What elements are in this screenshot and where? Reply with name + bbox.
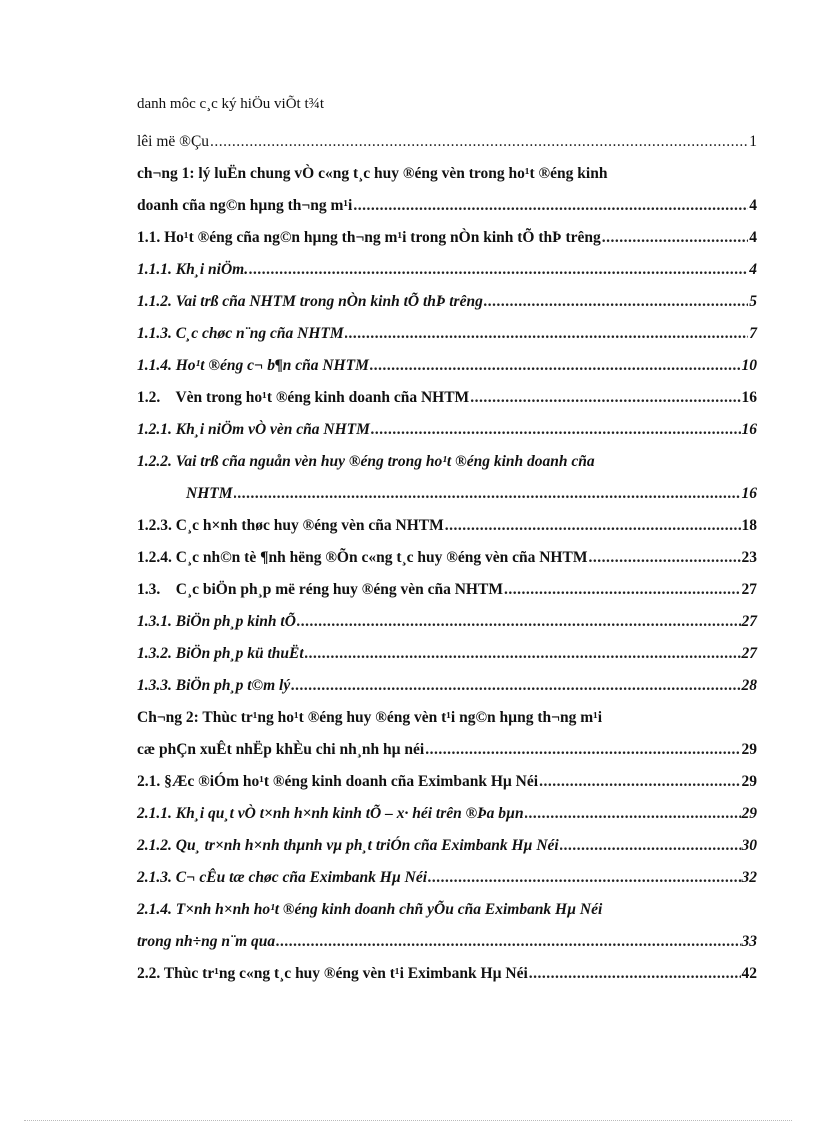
page-bottom-divider — [24, 1120, 792, 1121]
toc-entry-text: 2.1.1. Kh¸i qu¸t vÒ t×nh h×nh kinh tÕ – x· héi trên ®Þa bµn — [137, 805, 524, 822]
table-of-contents — [0, 126, 816, 990]
toc-entry[interactable] — [0, 510, 816, 542]
toc-entry[interactable] — [0, 190, 816, 222]
toc-entry-text: lêi më ®Çu — [137, 133, 210, 150]
dot-leader — [484, 294, 748, 310]
toc-entry-text: 2.1. §Æc ®iÓm ho¹t ®éng kinh doanh cña Eximbank Hµ Néi — [137, 773, 539, 790]
toc-page-number: 5 — [749, 293, 757, 310]
toc-entry[interactable] — [0, 414, 816, 446]
toc-page-number: 16 — [741, 389, 757, 406]
toc-entry[interactable] — [0, 574, 816, 606]
dot-leader — [249, 262, 748, 278]
toc-entry-text: 2.1.3. C¬ cÊu tæ chøc cña Eximbank Hµ Néi — [137, 869, 428, 886]
toc-entry-text: 1.2.1. Kh¸i niÖm vÒ vèn cña NHTM — [137, 421, 370, 438]
dot-leader — [504, 582, 741, 598]
dot-leader — [297, 614, 741, 630]
dot-leader — [291, 678, 740, 694]
toc-entry-text: 1.3.2. BiÖn ph¸p kü thuËt — [137, 645, 304, 662]
toc-entry-text: cæ phÇn xuÊt nhËp khÈu chi nh¸nh hµ néi — [137, 741, 425, 758]
toc-page-number: 27 — [741, 613, 757, 630]
toc-entry[interactable] — [0, 798, 816, 830]
toc-entry[interactable] — [0, 734, 816, 766]
toc-page-number: 33 — [741, 933, 757, 950]
toc-entry[interactable] — [0, 478, 816, 510]
toc-entry[interactable] — [0, 766, 816, 798]
toc-page-number: 16 — [741, 485, 757, 502]
toc-entry[interactable] — [0, 350, 816, 382]
toc-entry[interactable] — [0, 542, 816, 574]
dot-leader — [525, 806, 741, 822]
toc-entry-text: 1.1.4. Ho¹t ®éng c¬ b¶n cña NHTM — [137, 357, 369, 374]
toc-page-number: 42 — [741, 965, 757, 982]
dot-leader — [445, 518, 741, 534]
toc-page-number: 10 — [741, 357, 757, 374]
toc-entry-text: 1.1. Ho¹t ®éng cña ng©n hµng th¬ng m¹i trong nÒn kinh tÕ thÞ trêng — [137, 229, 601, 246]
toc-entry[interactable] — [0, 670, 816, 702]
toc-entry[interactable] — [0, 382, 816, 414]
toc-page-number: 7 — [749, 325, 757, 342]
toc-entry-text: 1.2.4. C¸c nh©n tè ¶nh hëng ®Õn c«ng t¸c huy ®éng vèn cña NHTM — [137, 549, 588, 566]
dot-leader — [529, 966, 741, 982]
toc-entry[interactable] — [0, 894, 816, 926]
toc-entry[interactable] — [0, 862, 816, 894]
dot-leader — [210, 134, 748, 150]
toc-page-number: 29 — [741, 741, 757, 758]
toc-entry[interactable] — [0, 926, 816, 958]
dot-leader — [602, 230, 748, 246]
dot-leader — [588, 550, 740, 566]
dot-leader — [428, 870, 740, 886]
toc-entry[interactable] — [0, 830, 816, 862]
toc-page-number: 4 — [749, 197, 757, 214]
toc-entry-text: 1.3.1. BiÖn ph¸p kinh tÕ — [137, 613, 296, 630]
toc-entry-text: 1.2. Vèn trong ho¹t ®éng kinh doanh cña NHTM — [137, 389, 470, 406]
toc-entry[interactable] — [0, 254, 816, 286]
toc-entry-text: 1.3. C¸c biÖn ph¸p më réng huy ®éng vèn cña NHTM — [137, 581, 503, 598]
toc-entry[interactable] — [0, 446, 816, 478]
toc-entry-text: 2.2. Thùc tr¹ng c«ng t¸c huy ®éng vèn t¹i Eximbank Hµ Néi — [137, 965, 528, 982]
toc-entry[interactable] — [0, 158, 816, 190]
dot-leader — [353, 198, 748, 214]
toc-page-number: 28 — [741, 677, 757, 694]
dot-leader — [560, 838, 741, 854]
abbreviations-heading: danh môc c¸c ký hiÖu viÕt t¾t — [137, 96, 325, 112]
toc-entry[interactable] — [0, 286, 816, 318]
toc-page-number: 18 — [741, 517, 757, 534]
toc-entry-text: 1.1.1. Kh¸i niÖm. — [137, 261, 249, 278]
toc-entry-text: trong nh÷ng n¨m qua — [137, 933, 276, 950]
toc-entry-text: doanh cña ng©n hµng th¬ng m¹i — [137, 197, 353, 214]
toc-page-number: 1 — [749, 133, 757, 150]
dot-leader — [345, 326, 749, 342]
dot-leader — [276, 934, 740, 950]
toc-entry-text: 1.1.2. Vai trß cña NHTM trong nÒn kinh tÕ thÞ trêng — [137, 293, 483, 310]
toc-entry[interactable] — [0, 222, 816, 254]
toc-entry[interactable] — [0, 702, 816, 734]
dot-leader — [425, 742, 740, 758]
toc-entry-text: NHTM — [186, 485, 233, 502]
toc-page-number: 27 — [741, 645, 757, 662]
toc-page-number: 4 — [749, 261, 757, 278]
toc-page-number: 29 — [741, 773, 757, 790]
toc-entry[interactable] — [0, 958, 816, 990]
toc-entry[interactable] — [0, 606, 816, 638]
toc-entry-text: 2.1.4. T×nh h×nh ho¹t ®éng kinh doanh chñ yÕu cña Eximbank Hµ Néi — [137, 901, 603, 918]
toc-page-number: 23 — [741, 549, 757, 566]
toc-page-number: 30 — [741, 837, 757, 854]
toc-entry-text: Ch¬ng 2: Thùc tr¹ng ho¹t ®éng huy ®éng vèn t¹i ng©n hµng th¬ng m¹i — [137, 709, 603, 726]
dot-leader — [370, 358, 741, 374]
toc-page-number: 4 — [749, 229, 757, 246]
toc-entry-text: 2.1.2. Qu¸ tr×nh h×nh thµnh vµ ph¸t triÓn cña Eximbank Hµ Néi — [137, 837, 559, 854]
toc-entry-text: 1.2.3. C¸c h×nh thøc huy ®éng vèn cña NHTM — [137, 517, 444, 534]
dot-leader — [539, 774, 740, 790]
toc-entry-text: 1.1.3. C¸c chøc n¨ng cña NHTM — [137, 325, 344, 342]
toc-entry[interactable] — [0, 318, 816, 350]
toc-page-number: 27 — [741, 581, 757, 598]
toc-entry-text: ch¬ng 1: lý luËn chung vÒ c«ng t¸c huy ®éng vèn trong ho¹t ®éng kinh — [137, 165, 608, 182]
toc-page-number: 29 — [741, 805, 757, 822]
dot-leader — [470, 390, 740, 406]
dot-leader — [234, 486, 741, 502]
dot-leader — [371, 422, 741, 438]
toc-entry[interactable] — [0, 126, 816, 158]
toc-entry-text: 1.2.2. Vai trß cña nguån vèn huy ®éng trong ho¹t ®éng kinh doanh cña — [137, 453, 595, 470]
toc-page-number: 32 — [741, 869, 757, 886]
dot-leader — [305, 646, 741, 662]
toc-page-number: 16 — [741, 421, 757, 438]
toc-entry-text: 1.3.3. BiÖn ph¸p t©m lý — [137, 677, 291, 694]
toc-entry[interactable] — [0, 638, 816, 670]
